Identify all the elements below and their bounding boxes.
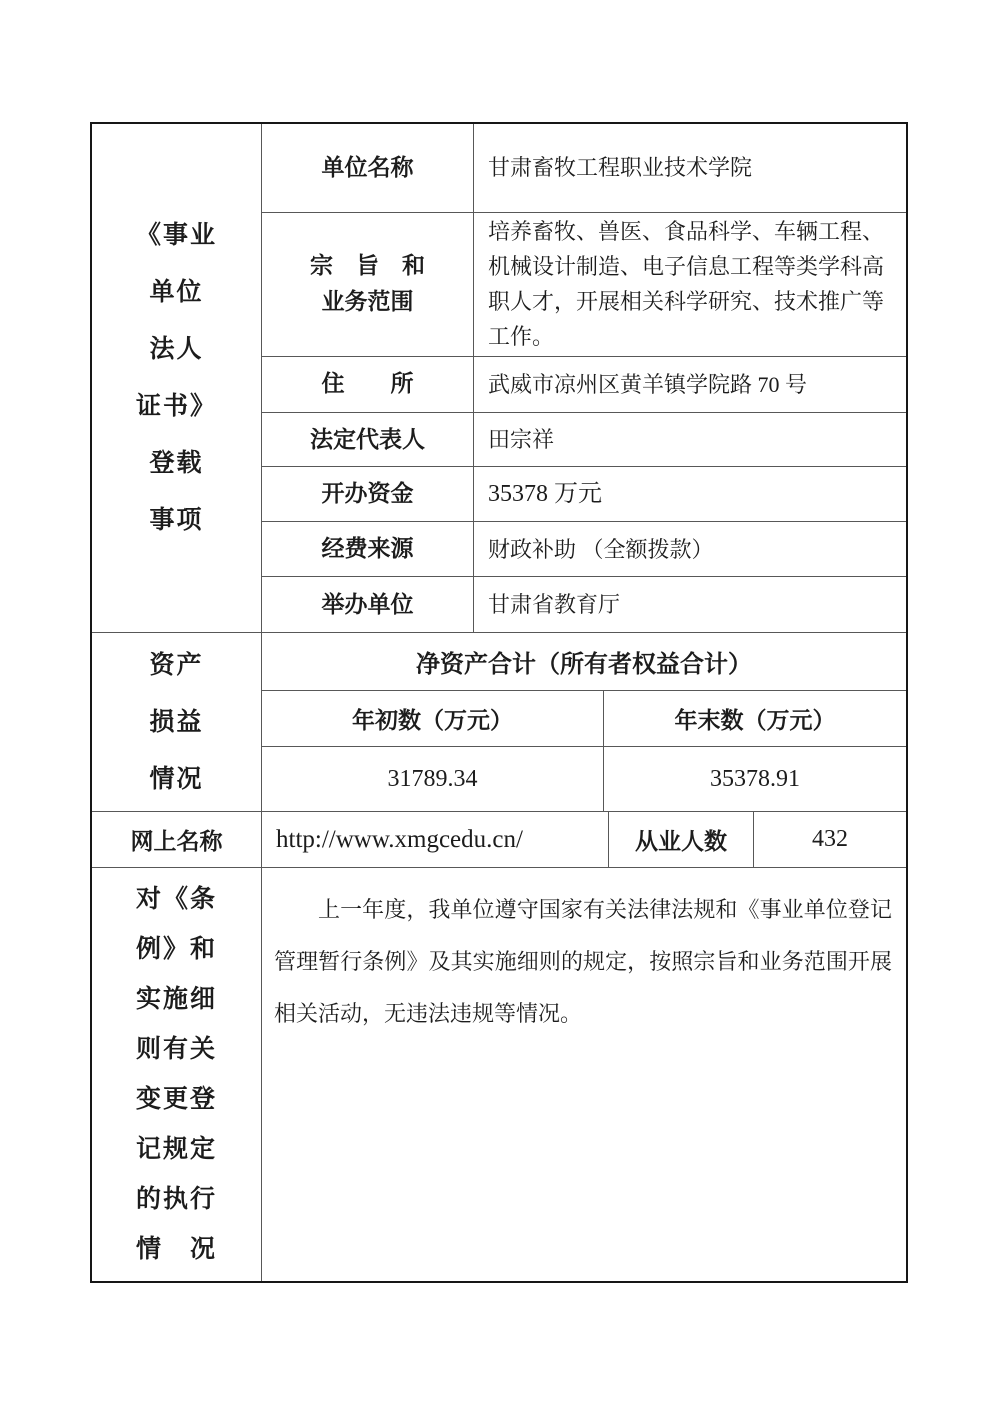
asset-detail — [262, 633, 906, 811]
compliance-section — [92, 868, 906, 1281]
address-label — [262, 357, 474, 412]
side-label-line: 资产 — [149, 651, 204, 679]
funding-source-value: 财政补助 （全额拨款） — [488, 536, 714, 562]
side-label-line: 则有关 — [135, 1035, 217, 1063]
side-label-line: 变更登 — [135, 1085, 217, 1113]
organizer-value: 甘肃省教育厅 — [488, 592, 621, 618]
online-name-row — [92, 812, 906, 868]
unit-name-label — [262, 124, 474, 212]
row-legal-representative — [262, 413, 906, 468]
website-url: http://www.xmgcedu.cn/ — [262, 812, 609, 867]
online-name-label: 网上名称 — [92, 812, 262, 867]
row-opening-capital — [262, 467, 906, 522]
year-start-value: 31789.34 — [262, 747, 604, 811]
year-start-header: 年初数（万元） — [262, 691, 604, 747]
mission-label — [262, 213, 474, 356]
address-label-text: 住 所 — [321, 371, 414, 397]
asset-column-headers — [262, 691, 906, 748]
side-label-line: 情 况 — [135, 1235, 217, 1263]
organizer-label — [262, 577, 474, 632]
row-address — [262, 357, 906, 413]
row-funding-source — [262, 522, 906, 577]
asset-side-label — [92, 633, 262, 811]
funding-source-label — [262, 522, 474, 576]
certificate-rows — [262, 124, 906, 632]
row-unit-name — [262, 124, 906, 213]
opening-capital-label — [262, 467, 474, 521]
side-label-line: 登载 — [149, 450, 204, 477]
net-asset-header: 净资产合计（所有者权益合计） — [262, 633, 906, 691]
side-label-line: 事项 — [149, 507, 204, 534]
mission-label-line-2: 业务范围 — [321, 289, 414, 315]
side-label-line: 《事业 — [135, 222, 217, 249]
legal-representative-label-text: 法定代表人 — [310, 426, 425, 452]
side-label-line: 例》和 — [135, 935, 217, 963]
side-label-line: 单位 — [149, 279, 204, 306]
opening-capital-label-text: 开办资金 — [321, 481, 414, 507]
compliance-paragraph: 上一年度，我单位遵守国家有关法律法规和《事业单位登记管理暂行条例》及其实施细则的规定，按照宗旨和业务范围开展相关活动，无违法违规等情况。 — [274, 897, 892, 1026]
mission-value: 培养畜牧、兽医、食品科学、车辆工程、机械设计制造、电子信息工程等类学科高职人才，开展相关科学研究、技术推广等工作。 — [488, 219, 885, 350]
registration-report-table — [90, 122, 908, 1283]
address-value: 武威市凉州区黄羊镇学院路 70 号 — [488, 371, 808, 397]
compliance-side-label — [92, 868, 262, 1281]
unit-name-label-text: 单位名称 — [321, 154, 414, 180]
year-end-value: 35378.91 — [710, 765, 800, 792]
row-mission — [262, 213, 906, 357]
side-label-line: 证书》 — [135, 393, 217, 420]
side-label-line: 情况 — [149, 765, 204, 793]
side-label-line: 损益 — [149, 708, 204, 736]
side-label-line: 对《条 — [135, 885, 217, 913]
side-label-line: 记规定 — [135, 1135, 217, 1163]
unit-name-value: 甘肃畜牧工程职业技术学院 — [488, 155, 753, 181]
side-label-line: 法人 — [149, 336, 204, 363]
staff-count-value: 432 — [812, 826, 848, 852]
certificate-section — [92, 124, 906, 633]
opening-capital-value: 35378 万元 — [488, 480, 602, 507]
mission-label-line-1: 宗 旨 和 — [310, 253, 425, 279]
side-label-line: 实施细 — [135, 985, 217, 1013]
funding-source-label-text: 经费来源 — [321, 536, 414, 562]
legal-representative-value: 田宗祥 — [488, 427, 555, 453]
year-end-header: 年末数（万元） — [674, 708, 836, 734]
organizer-label-text: 举办单位 — [321, 591, 414, 617]
legal-representative-label — [262, 413, 474, 467]
row-organizer — [262, 577, 906, 632]
side-label-line: 的执行 — [135, 1185, 217, 1213]
certificate-side-label — [92, 124, 262, 632]
staff-count-label: 从业人数 — [609, 812, 754, 867]
asset-section — [92, 633, 906, 812]
asset-values — [262, 747, 906, 811]
